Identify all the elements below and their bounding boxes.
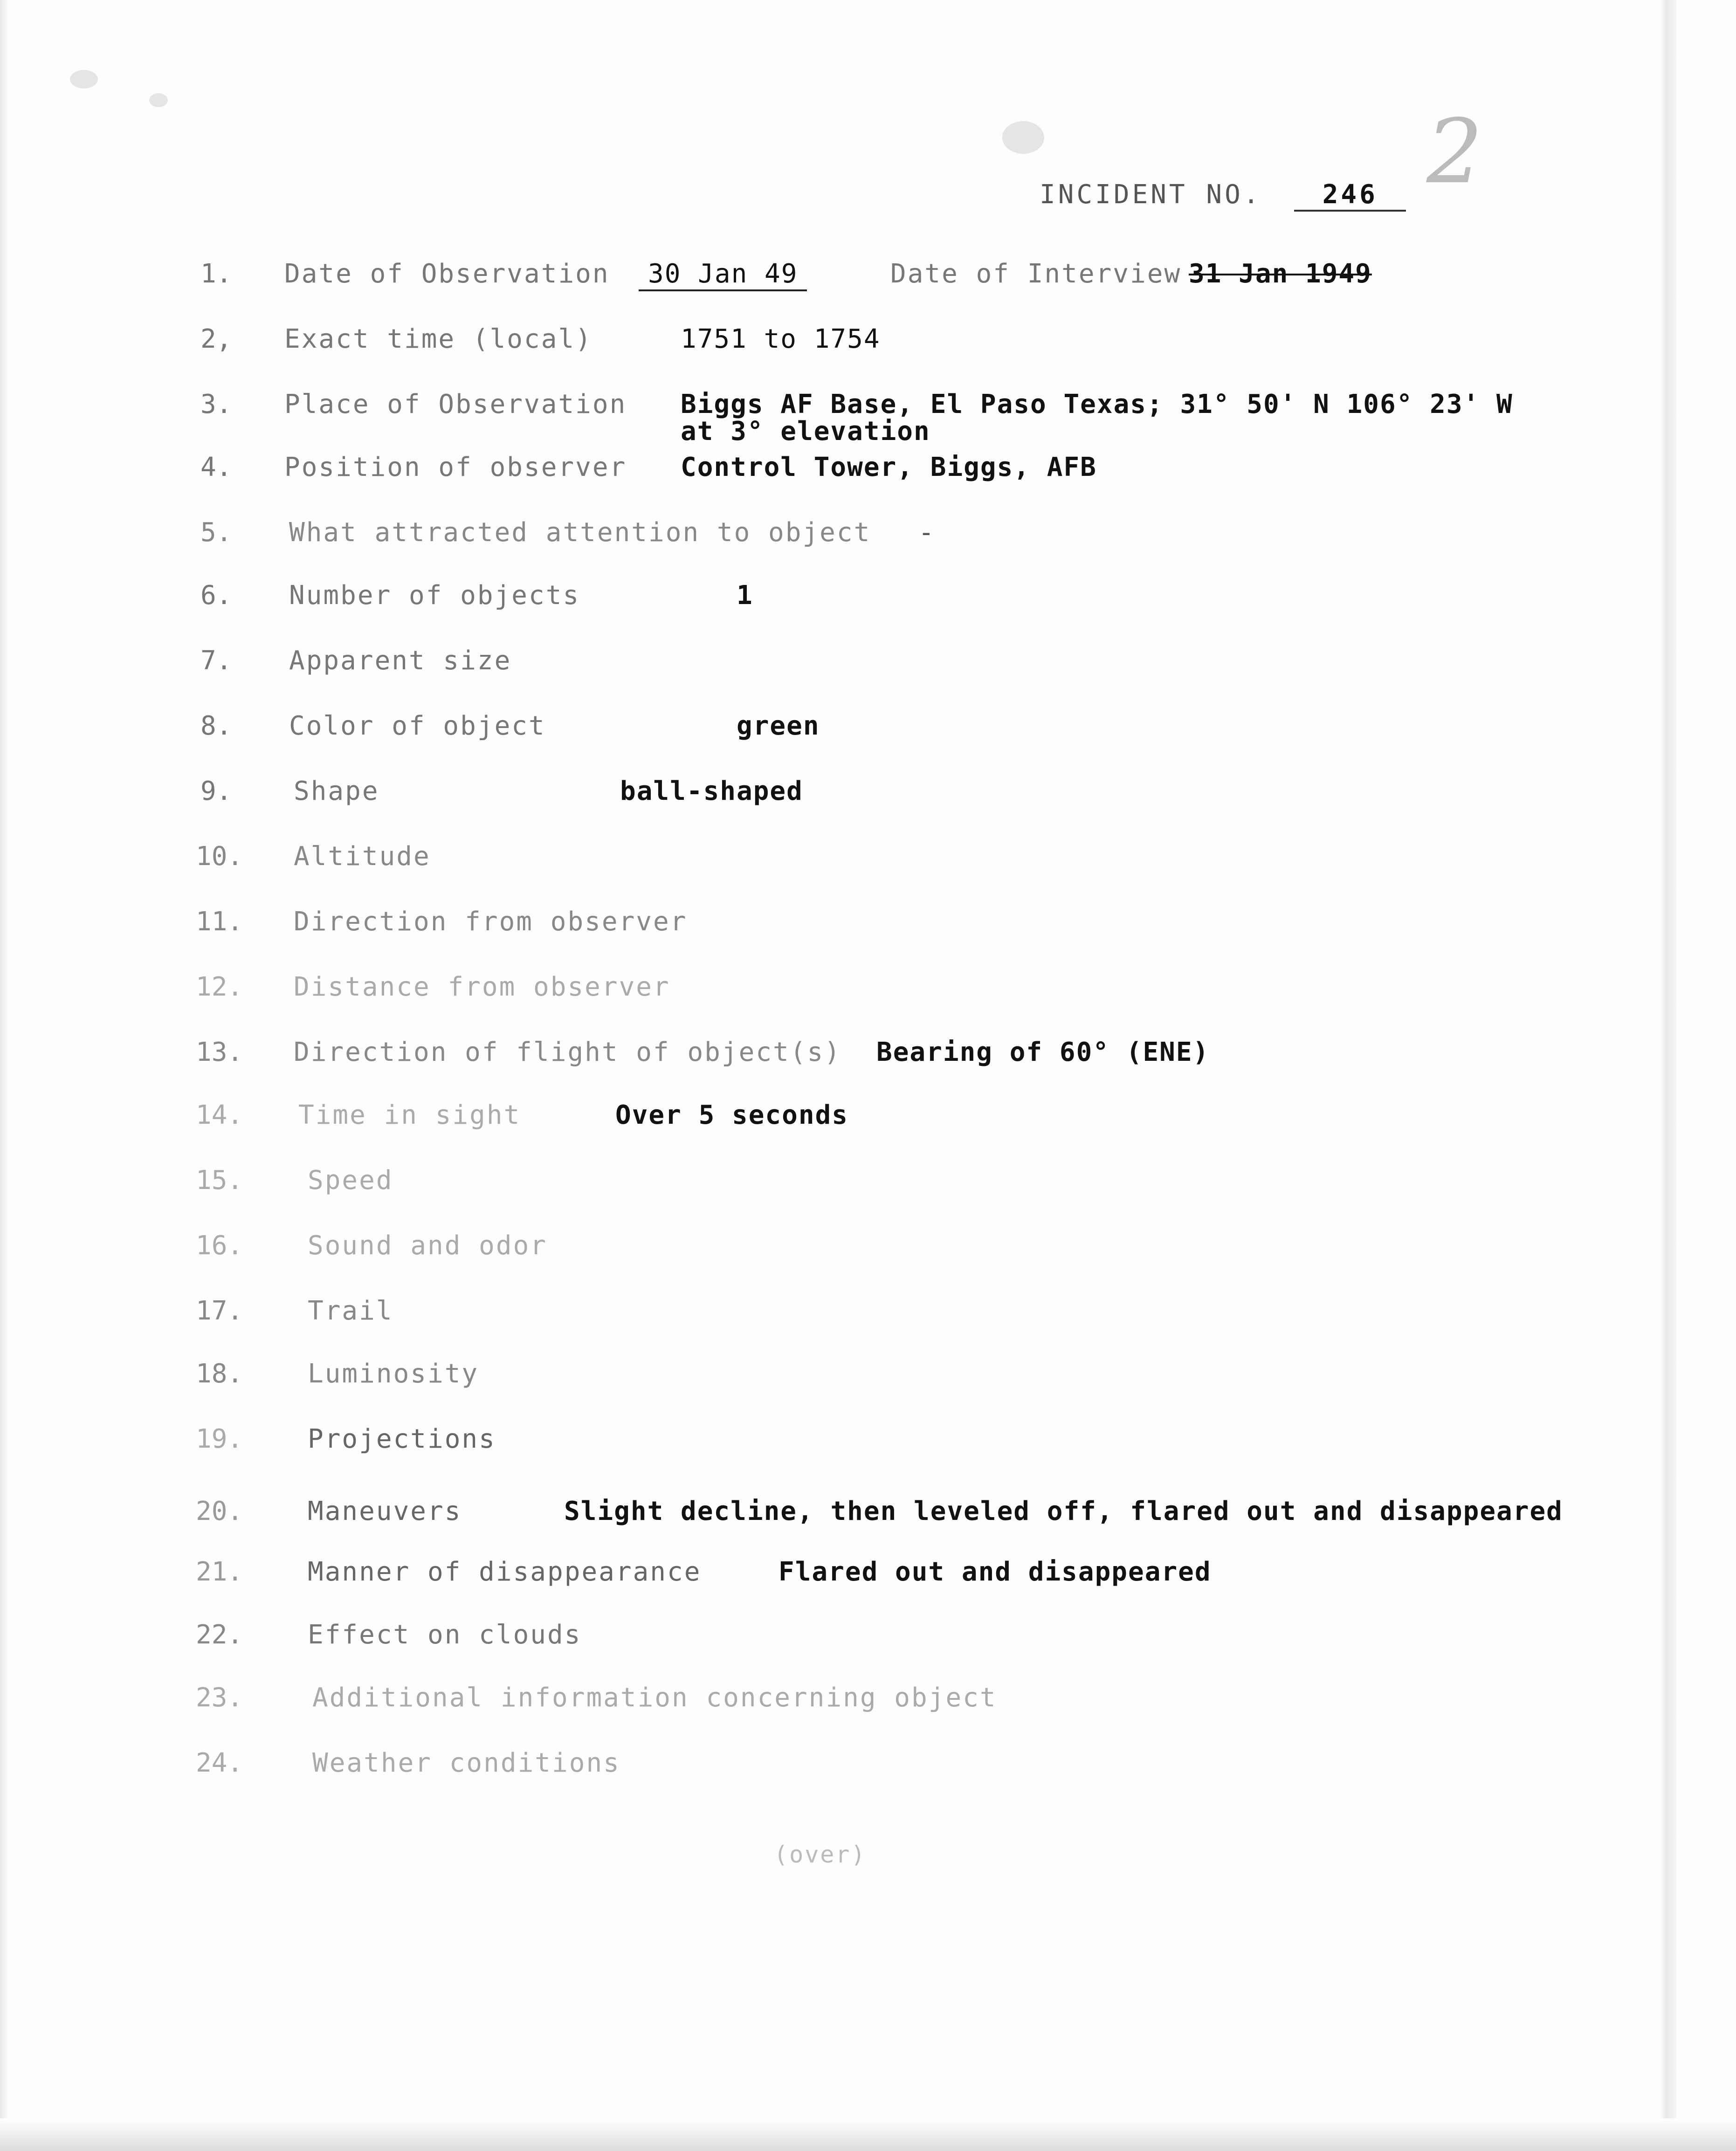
field-label: Number of objects — [289, 580, 580, 611]
field-number: 9. — [200, 776, 232, 806]
field-number: 13. — [196, 1037, 243, 1067]
field-number: 7. — [200, 646, 232, 676]
field-number: 19. — [196, 1424, 243, 1454]
field-label: Sound and odor — [308, 1230, 548, 1261]
field-label: Luminosity — [308, 1359, 479, 1389]
scan-edge-right — [1660, 0, 1676, 2151]
field-value: 30 Jan 49 — [639, 259, 807, 291]
incident-number-header — [1040, 179, 1406, 212]
scan-smudge — [149, 93, 168, 107]
field-number: 22. — [196, 1620, 243, 1650]
field-value: Flared out and disappeared — [778, 1557, 1212, 1587]
field-label: Effect on clouds — [308, 1620, 582, 1650]
field-label: Direction of flight of object(s) — [294, 1037, 841, 1067]
field-number: 2, — [200, 324, 232, 354]
field-label: Date of Observation — [284, 259, 610, 289]
scan-edge-bottom — [0, 2118, 1736, 2151]
field-label: Direction from observer — [294, 907, 688, 937]
field-label: Color of object — [289, 711, 546, 741]
field-number: 4. — [200, 452, 232, 482]
field-number: 21. — [196, 1557, 243, 1587]
field-number: 3. — [200, 389, 232, 419]
field-number: 18. — [196, 1359, 243, 1389]
field-label: Additional information concerning object — [312, 1683, 997, 1713]
field-label: Trail — [308, 1296, 393, 1326]
field-value: 1 — [737, 580, 753, 611]
field-number: 24. — [196, 1748, 243, 1778]
field-value: Control Tower, Biggs, AFB — [681, 452, 1097, 482]
field-number: 1. — [200, 259, 232, 289]
field-label: Projections — [308, 1424, 496, 1454]
handwritten-page-mark: 2 — [1426, 100, 1483, 203]
field-number: 11. — [196, 907, 243, 937]
field-value: Over 5 seconds — [615, 1100, 849, 1130]
field-label: Time in sight — [298, 1100, 521, 1130]
field-value: ball-shaped — [620, 776, 803, 806]
over-note: (over) — [774, 1841, 867, 1868]
incident-label: INCIDENT NO. — [1040, 179, 1262, 210]
field-number: 15. — [196, 1165, 243, 1196]
field-label: What attracted attention to object — [289, 517, 871, 548]
field-label: Distance from observer — [294, 972, 670, 1002]
field-number: 23. — [196, 1683, 243, 1713]
field-number: 17. — [196, 1296, 243, 1326]
field-label: Altitude — [294, 841, 431, 872]
field-number: 20. — [196, 1496, 243, 1526]
field-label: Maneuvers — [308, 1496, 462, 1526]
field-value: green — [737, 711, 820, 741]
field-number: 10. — [196, 841, 243, 872]
field-label: Apparent size — [289, 646, 512, 676]
field-value: Bearing of 60° (ENE) — [876, 1037, 1210, 1067]
field-number: 5. — [200, 517, 232, 548]
field-number: 6. — [200, 580, 232, 611]
field-value-interview: 31 Jan 1949 — [1189, 259, 1372, 289]
field-value: Slight decline, then leveled off, flared out and disappeared — [564, 1496, 1563, 1526]
field-value: Biggs AF Base, El Paso Texas; 31° 50' N 106° 23' W — [681, 389, 1513, 419]
field-value: 1751 to 1754 — [681, 324, 881, 354]
field-label: Position of observer — [284, 452, 627, 482]
field-label: Speed — [308, 1165, 393, 1196]
field-number: 8. — [200, 711, 232, 741]
field-label: Shape — [294, 776, 379, 806]
field-label-interview: Date of Interview — [890, 259, 1182, 289]
field-label: Exact time (local) — [284, 324, 592, 354]
scan-edge-left — [0, 0, 9, 2151]
field-value-line2: at 3° elevation — [681, 416, 930, 447]
field-number: 12. — [196, 972, 243, 1002]
field-label: Weather conditions — [312, 1748, 620, 1778]
field-label: Manner of disappearance — [308, 1557, 702, 1587]
scan-smudge — [1002, 121, 1044, 154]
incident-number: 246 — [1294, 179, 1406, 212]
field-number: 14. — [196, 1100, 243, 1130]
field-number: 16. — [196, 1230, 243, 1261]
scan-smudge — [70, 70, 98, 89]
field-label: Place of Observation — [284, 389, 627, 419]
field-value: - — [918, 517, 935, 548]
